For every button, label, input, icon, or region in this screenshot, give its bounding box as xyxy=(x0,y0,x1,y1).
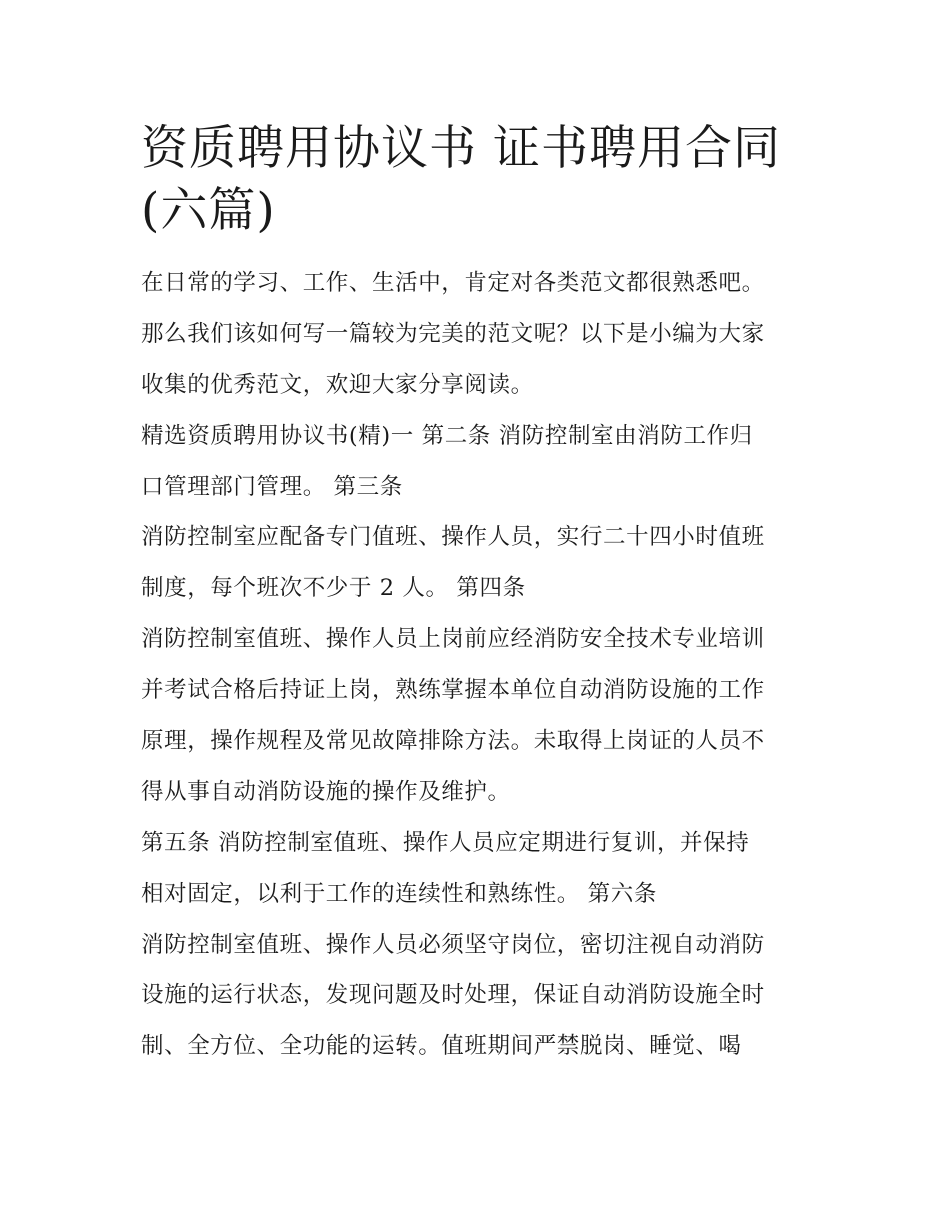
document-title xyxy=(141,118,821,242)
text-line: 口管理部门管理。 第三条 xyxy=(141,473,403,500)
text-line: 设施的运行状态，发现问题及时处理，保证自动消防设施全时 xyxy=(141,982,765,1009)
text-line: 第五条 消防控制室值班、操作人员应定期进行复训，并保持 xyxy=(141,829,750,856)
text-line: 精选资质聘用协议书(精)一 第二条 消防控制室由消防工作归 xyxy=(141,422,753,449)
title-line: 资质聘用协议书 证书聘用合同 xyxy=(141,121,781,176)
text-line: 制、全方位、全功能的运转。值班期间严禁脱岗、睡觉、喝 xyxy=(141,1033,742,1060)
document-body xyxy=(141,258,821,1072)
text-line: 原理，操作规程及常见故障排除方法。未取得上岗证的人员不 xyxy=(141,728,765,755)
text-line: 制度，每个班次不少于 2 人。 第四条 xyxy=(141,575,526,602)
text-line: 并考试合格后持证上岗，熟练掌握本单位自动消防设施的工作 xyxy=(141,677,765,704)
text-line: 那么我们该如何写一篇较为完美的范文呢？以下是小编为大家 xyxy=(141,320,765,347)
text-line: 在日常的学习、工作、生活中，肯定对各类范文都很熟悉吧。 xyxy=(141,270,765,296)
text-line: 消防控制室值班、操作人员上岗前应经消防安全技术专业培训 xyxy=(141,626,765,653)
document-page xyxy=(141,118,821,1072)
text-line: 得从事自动消防设施的操作及维护。 xyxy=(141,778,511,805)
text-line: 收集的优秀范文，欢迎大家分享阅读。 xyxy=(141,371,534,398)
text-line: 消防控制室应配备专门值班、操作人员，实行二十四小时值班 xyxy=(141,524,765,551)
text-line: 相对固定，以利于工作的连续性和熟练性。 第六条 xyxy=(141,880,657,907)
title-line: (六篇) xyxy=(141,183,276,238)
text-line: 消防控制室值班、操作人员必须坚守岗位，密切注视自动消防 xyxy=(141,931,765,958)
